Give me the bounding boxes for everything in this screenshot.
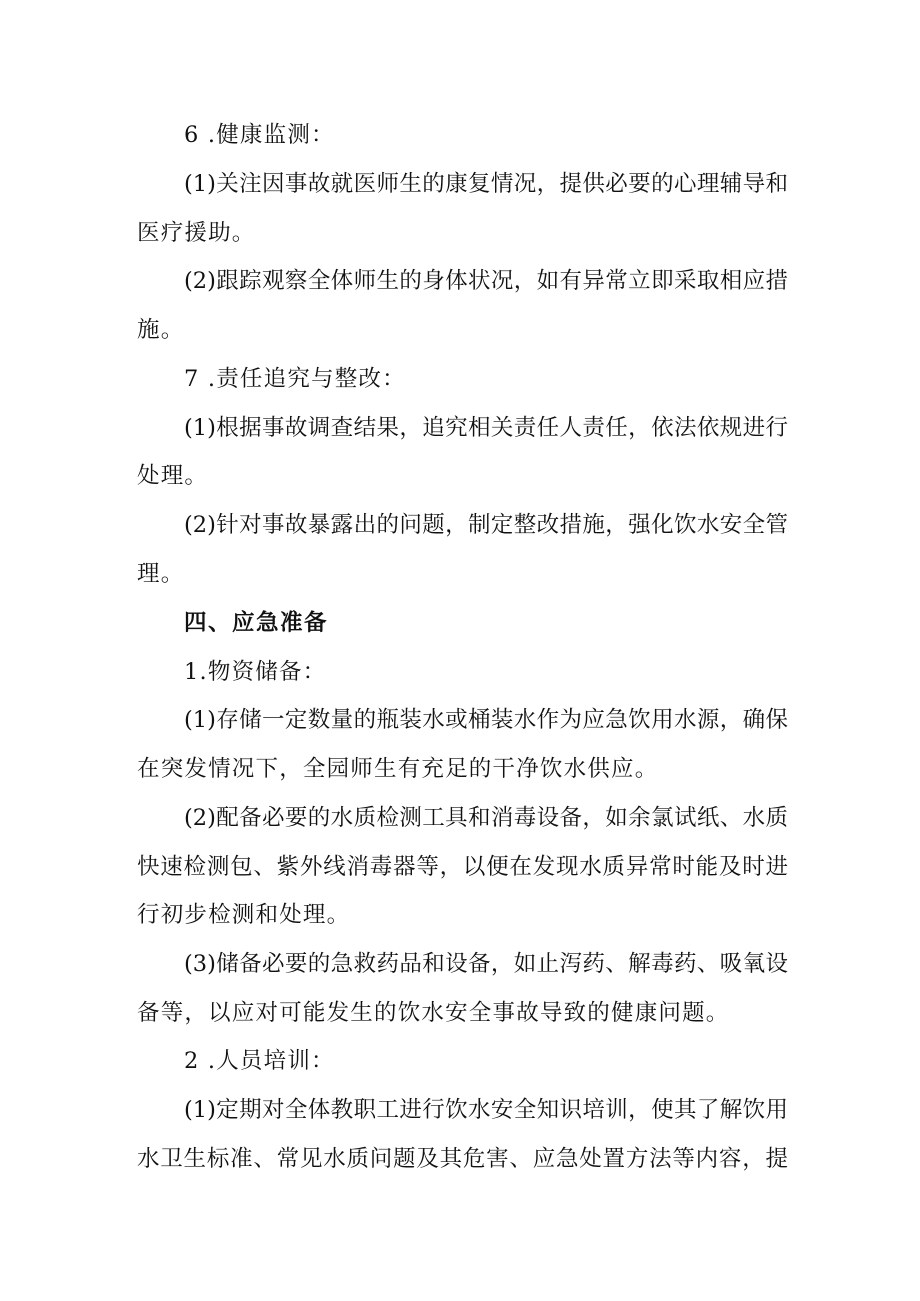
subsection-2-heading: 2 .人员培训： [184, 1048, 335, 1074]
section-four-heading: 四、应急准备 [184, 610, 329, 636]
paragraph-line: 理。 [137, 561, 185, 587]
paragraph-line: 快速检测包、紫外线消毒器等，以便在发现水质异常时能及时进 [137, 854, 788, 880]
paragraph-line: (1)存储一定数量的瓶装水或桶装水作为应急饮用水源，确保 [184, 707, 788, 733]
paragraph-line: (2)跟踪观察全体师生的身体状况，如有异常立即采取相应措 [184, 268, 788, 294]
paragraph-line: (2)针对事故暴露出的问题，制定整改措施，强化饮水安全管 [184, 512, 788, 538]
paragraph-line: (1)关注因事故就医师生的康复情况，提供必要的心理辅导和 [184, 171, 788, 197]
paragraph-line: 医疗援助。 [137, 220, 256, 246]
paragraph-line: 水卫生标准、常见水质问题及其危害、应急处置方法等内容，提 [137, 1146, 788, 1172]
paragraph-line: 在突发情况下，全园师生有充足的干净饮水供应。 [137, 756, 659, 782]
paragraph-line: 备等，以应对可能发生的饮水安全事故导致的健康问题。 [137, 1000, 730, 1026]
section-6-heading: 6 .健康监测： [184, 122, 335, 148]
section-7-heading: 7 .责任追究与整改： [184, 366, 406, 392]
paragraph-line: 行初步检测和处理。 [137, 902, 351, 928]
paragraph-line: (1)定期对全体教职工进行饮水安全知识培训，使其了解饮用 [184, 1097, 788, 1123]
paragraph-line: (1)根据事故调查结果，追究相关责任人责任，依法依规进行 [184, 415, 788, 441]
subsection-1-heading: 1.物资储备： [184, 659, 327, 685]
paragraph-line: (2)配备必要的水质检测工具和消毒设备，如余氯试纸、水质 [184, 805, 788, 831]
paragraph-line: (3)储备必要的急救药品和设备，如止泻药、解毒药、吸氧设 [184, 951, 788, 977]
paragraph-line: 施。 [137, 317, 185, 343]
paragraph-line: 处理。 [137, 463, 209, 489]
